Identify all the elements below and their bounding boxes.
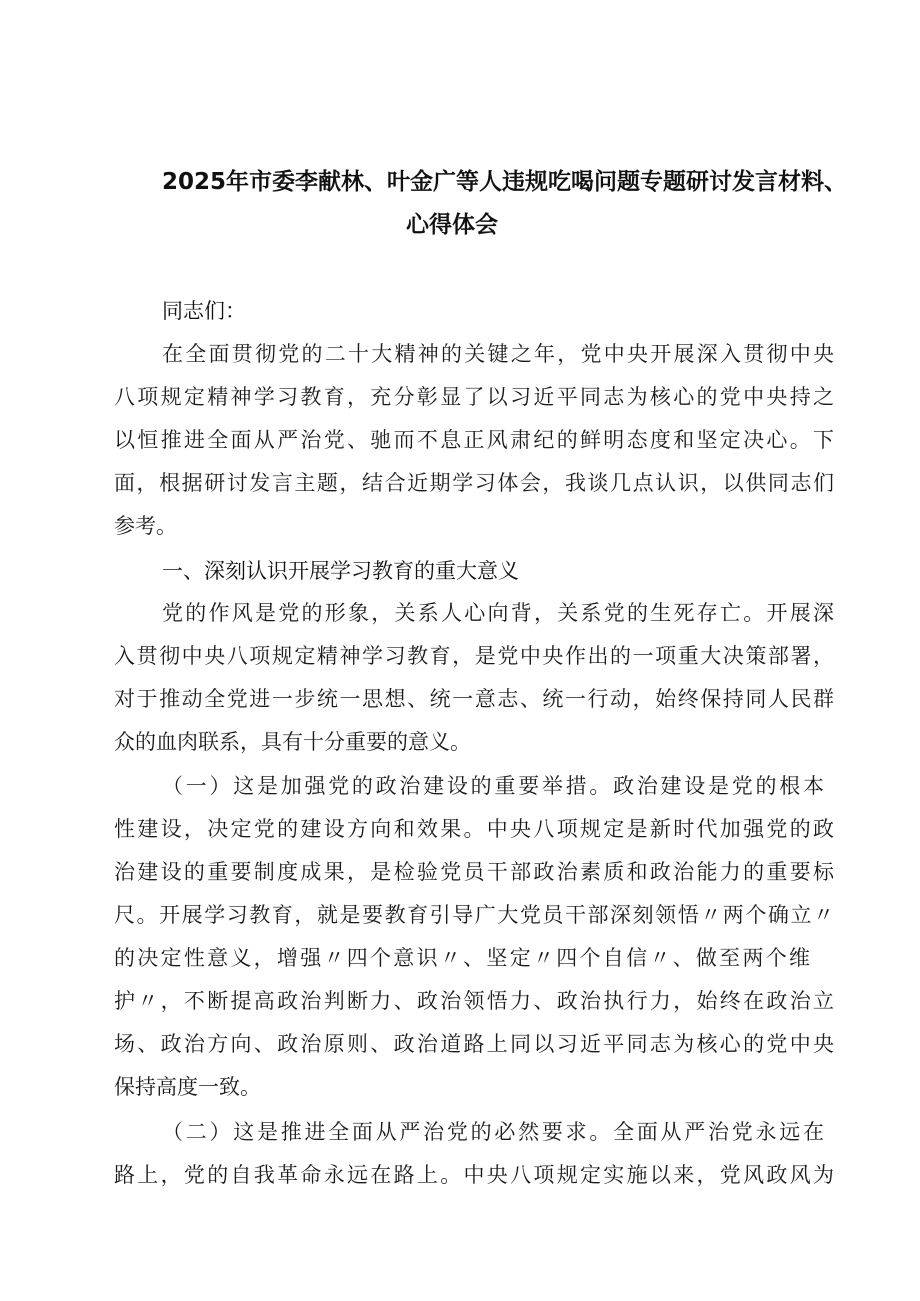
paragraph-3-line-4: 尺。开展学习教育，就是要教育引导广大党员干部深刻领悟〃两个确立〃	[114, 903, 834, 927]
paragraph-1-line-5: 参考。	[114, 514, 177, 538]
paragraph-2-line-4: 众的血肉联系，具有十分重要的意义。	[114, 730, 471, 754]
paragraph-3-line-8: 保持高度一致。	[114, 1075, 261, 1099]
document-title-line-1: 2025年市委李献林、叶金广等人违规吃喝问题专题研讨发言材料、	[162, 169, 848, 195]
paragraph-1-line-3: 以恒推进全面从严治党、驰而不息正风肃纪的鲜明态度和坚定决心。下	[114, 428, 834, 452]
paragraph-1-line-4: 面，根据研讨发言主题，结合近期学习体会，我谈几点认识，以供同志们	[114, 471, 834, 495]
paragraph-3-line-1: （一）这是加强党的政治建设的重要举措。政治建设是党的根本	[162, 774, 824, 798]
paragraph-1-line-1: 在全面贯彻党的二十大精神的关键之年，党中央开展深入贯彻中央	[162, 342, 834, 366]
paragraph-4-line-1: （二）这是推进全面从严治党的必然要求。全面从严治党永远在	[162, 1120, 824, 1144]
paragraph-2-line-3: 对于推动全党进一步统一思想、统一意志、统一行动，始终保持同人民群	[114, 687, 834, 711]
paragraph-3-line-6: 护〃，不断提高政治判断力、政治领悟力、政治执行力，始终在政治立	[114, 989, 834, 1013]
paragraph-1-line-2: 八项规定精神学习教育，充分彰显了以习近平同志为核心的党中央持之	[114, 385, 834, 409]
paragraph-2-line-1: 党的作风是党的形象，关系人心向背，关系党的生死存亡。开展深	[162, 601, 834, 625]
paragraph-3-line-3: 治建设的重要制度成果，是检验党员干部政治素质和政治能力的重要标	[114, 860, 834, 884]
paragraph-3-line-5: 的决定性意义，增强〃四个意识〃、坚定〃四个自信〃、做至两个维	[114, 946, 810, 970]
paragraph-4-line-2: 路上，党的自我革命永远在路上。中央八项规定实施以来，党风政风为	[114, 1163, 834, 1187]
salutation: 同志们：	[162, 299, 246, 323]
section-heading-1: 一、深刻认识开展学习教育的重大意义	[162, 559, 519, 583]
document-title-line-2: 心得体会	[406, 212, 498, 238]
paragraph-2-line-2: 入贯彻中央八项规定精神学习教育，是党中央作出的一项重大决策部署，	[114, 644, 834, 668]
paragraph-3-line-2: 性建设，决定党的建设方向和效果。中央八项规定是新时代加强党的政	[114, 817, 834, 841]
paragraph-3-line-7: 场、政治方向、政治原则、政治道路上同以习近平同志为核心的党中央	[114, 1032, 834, 1056]
